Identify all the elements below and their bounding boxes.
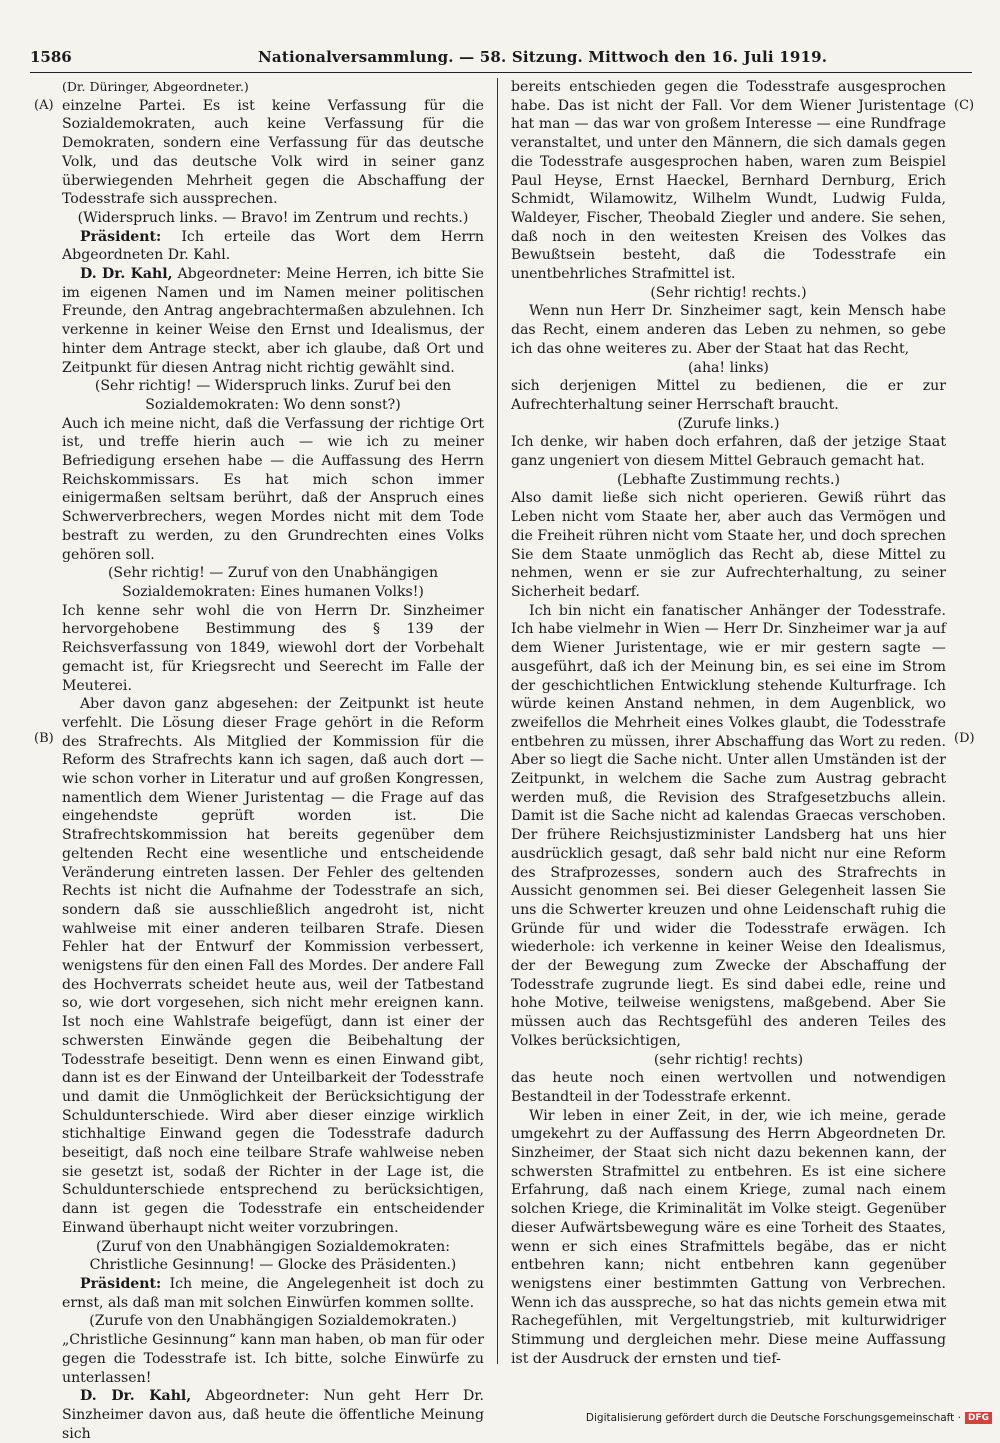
- speaker-name: D. Dr. Kahl,: [80, 266, 173, 283]
- paragraph: [62, 415, 484, 565]
- paragraph: [511, 377, 946, 414]
- paragraph-text: Abgeordneter: Meine Herren, ich bitte Sie im eigenen Namen und im Namen meiner politischen Freunde, den Antrag angebrachtermaßen abzulehnen. Ich verkenne in keiner Weise den Ernst und Idealismus, der hinter dem Antrage steckt, aber ich glaube, daß Ort und Zeitpunkt für diesen Antrag nicht richtig gewählt sind.: [62, 266, 484, 376]
- paragraph-text: Also damit ließe sich nicht operieren. Gewiß rührt das Leben nicht vom Staate her, aber auch das Vermögen und die Freiheit rühren nicht vom Staate her, und doch sprechen Sie dem Staate unmöglich das Recht ab, diese Mittel zu nehmen, wenn er sie zur Aufrechterhaltung, zu seiner Sicherheit bedarf.: [511, 490, 946, 600]
- paragraph-text: Ich meine, die Angelegenheit ist doch zu ernst, als daß man mit solchen Einwürfen kommen sollte.: [62, 1276, 484, 1311]
- paragraph-text: Aber davon ganz abgesehen: der Zeitpunkt ist heute verfehlt. Die Lösung dieser Frage gehört in die Reform des Strafrechts. Als Mitglied der Kommission für die Reform des Strafrechts kann ich sagen, daß auch dort — wie schon vorher in Literatur und auf großen Kongressen, namentlich dem Wiener Juristentag — die Frage auf das eingehendste geprüft worden ist. Die Strafrechtskommission hat bereits gegenüber dem geltenden Recht eine wesentliche und entscheidende Veränderung eintreten lassen. Der Fehler des geltenden Rechts ist nicht die Aufnahme der Todesstrafe an sich, sondern daß sie ausschließlich angedroht ist, nicht wahlweise mit einer anderen teilbaren Strafe. Diesen Fehler hat der Entwurf der Kommission verbessert, wenigstens für den einen Fall des Mordes. Der andere Fall des Hochverrats scheidet heute aus, weil der Tatbestand so, wie dort vorgesehen, sich nicht mehr ereignen kann. Ist noch eine Wahlstrafe beigefügt, dann ist einer der schwersten Einwände gegen die Beibehaltung der Todesstrafe beseitigt. Denn wenn es einen Einwand gibt, dann ist es der Einwand der Unteilbarkeit der Todesstrafe und damit die Unmöglichkeit der Berücksichtigung der Schuldunterschiede. Wird aber dieser einzige wirklich stichhaltige Einwand gegen die Todesstrafe dadurch beseitigt, daß noch eine teilbare Strafe wahlweise neben sie gesetzt ist, sodaß der Richter in der Lage ist, die Schuldunterschiede entsprechend zu berücksichtigen, dann ist gegen die Todesstrafe ein entscheidender Einwand überhaupt nicht weiter vorzubringen.: [62, 696, 484, 1236]
- paragraph: [62, 228, 484, 265]
- paragraph: [511, 1107, 946, 1369]
- page-number: 1586: [30, 48, 72, 66]
- interjection: [511, 359, 946, 378]
- interjection: [511, 471, 946, 490]
- paragraph: [511, 1069, 946, 1106]
- paragraph-text: Ich bin nicht ein fanatischer Anhänger der Todesstrafe. Ich habe vielmehr in Wien — Herr Dr. Sinzheimer war ja auf dem Wiener Juristentage, wie er mir gestern sagte — ausgeführt, daß ich der Meinung bin, es sei eine im Strom der geschichtlichen Entwicklung stehende Kulturfrage. Ich würde keinen Anstand nehmen, in dem Augenblick, wo zweifellos die Mehrheit eines Volkes glaubt, die Todesstrafe entbehren zu müssen, ihrer Abschaffung das Wort zu reden. Aber so liegt die Sache nicht. Unter allen Umständen ist der Zeitpunkt, in welchem die Sache zum Austrag gebracht werden muß, die Revision des Strafgesetzbuchs allein. Damit ist die Sache nicht ad kalendas Graecas verschoben. Der frühere Reichsjustizminister Landsberg hat uns hier ausdrücklich gesagt, daß sehr bald nicht nur eine Reform des Strafprozesses, sondern auch des Strafrechts in Aussicht genommen sei. Bei dieser Gelegenheit lassen Sie uns die Schwerter kreuzen und ohne Leidenschaft ruhig die Gründe für und wider die Todesstrafe erwägen. Ich wiederhole: ich verkenne in keiner Weise den Idealismus, der der Bewegung zum Zwecke der Abschaffung der Todesstrafe zugrunde liegt. Es sind dabei edle, reine und hohe Motive, teilweise wenigstens, maßgebend. Aber Sie müssen auch das Rechtsgefühl des anderen Teiles des Volkes berücksichtigen,: [511, 602, 946, 1049]
- paragraph-text: (Dr. Düringer, Abgeordneter.): [62, 79, 249, 94]
- paragraph: [62, 1331, 484, 1387]
- margin-marker-a: (A): [34, 98, 54, 113]
- page-header: [30, 44, 972, 73]
- paragraph-text: (Zurufe links.): [677, 415, 780, 432]
- dfg-logo: DFG: [965, 1412, 992, 1424]
- interjection: [511, 415, 946, 434]
- paragraph-text: „Christliche Gesinnung“ kann man haben, ob man für oder gegen die Todesstrafe ist. Ich bitte, solche Einwürfe zu unterlassen!: [62, 1332, 484, 1386]
- paragraph: [62, 602, 484, 696]
- paragraph-text: (Sehr richtig! rechts.): [650, 284, 807, 301]
- paragraph: [62, 695, 484, 1237]
- speaker-name: Präsident:: [80, 1276, 162, 1292]
- paragraph-text: (Zurufe von den Unabhängigen Sozialdemokraten.): [89, 1313, 457, 1330]
- paragraph-text: das heute noch einen wertvollen und notwendigen Bestandteil in der Todesstrafe erkennt.: [511, 1070, 946, 1105]
- paragraph-text: Abgeordneter: Nun geht Herr Dr. Sinzheimer davon aus, daß heute die öffentliche Meinung sich: [62, 1388, 484, 1442]
- paragraph-text: Wir leben in einer Zeit, in der, wie ich meine, gerade umgekehrt zu der Auffassung des Herrn Abgeordneten Dr. Sinzheimer, der Staat sich nicht dazu bekennen kann, der schwersten Strafmittel zu entbehren. Es ist eine sichere Erfahrung, daß nach einem Kriege, zumal nach einem solchen Kriege, die Kriminalität im Volke steigt. Gegenüber dieser Aufwärtsbewegung wäre es eine Torheit des Staates, wenn er sich eines Strafmittels begäbe, das er nicht entbehren kann; nicht entbehren kann gegenüber wenigstens einer bestimmten Gattung von Verbrechen. Wenn ich das ausspreche, so hat das nichts gemein etwa mit Rachegefühlen, mit Vergeltungstrieb, mit kulturwidriger Stimmung und dergleichen mehr. Diese meine Auffassung ist der Ausdruck der ernsten und tief-: [511, 1107, 946, 1367]
- speaker-name: D. Dr. Kahl,: [80, 1388, 192, 1405]
- header-title: Nationalversammlung. — 58. Sitzung. Mittwoch den 16. Juli 1919.: [258, 48, 828, 66]
- paragraph-text: Ich denke, wir haben doch erfahren, daß der jetzige Staat ganz ungeniert von diesem Mittel Gebrauch gemacht hat.: [511, 434, 946, 470]
- paragraph: [62, 97, 484, 209]
- speaker-name: Präsident:: [80, 228, 162, 245]
- margin-marker-b: (B): [34, 731, 54, 746]
- paragraph: [62, 265, 484, 377]
- interjection: [511, 284, 946, 303]
- margin-marker-d: (D): [954, 731, 975, 746]
- column-divider: [497, 78, 498, 1364]
- paragraph-text: Ich kenne sehr wohl die von Herrn Dr. Sinzheimer hervorgehobene Bestimmung des § 139 der Reichsverfassung von 1849, wiewohl dort der Vorbehalt gemacht ist, für Kriegsrecht und Seerecht im Falle der Meuterei.: [62, 602, 484, 694]
- paragraph: [511, 78, 946, 284]
- left-column: [62, 78, 484, 1442]
- paragraph-text: Ich erteile das Wort dem Herrn Abgeordneten Dr. Kahl.: [62, 228, 484, 264]
- paragraph-text: (aha! links): [688, 359, 769, 376]
- paragraph-text: Wenn nun Herr Dr. Sinzheimer sagt, kein Mensch habe das Recht, einem anderen das Leben zu nehmen, so gebe ich das ohne weiteres zu. Aber der Staat hat das Recht,: [511, 303, 946, 357]
- interjection: [62, 564, 484, 601]
- paragraph: [511, 433, 946, 470]
- footer-text: Digitalisierung gefördert durch die Deutsche Forschungsgemeinschaft ·: [585, 1412, 961, 1424]
- paragraph: [511, 602, 946, 1051]
- margin-marker-c: (C): [954, 98, 975, 113]
- paragraph-text: sich derjenigen Mittel zu bedienen, die er zur Aufrechterhaltung seiner Herrschaft braucht.: [511, 378, 946, 413]
- paragraph-text: (Zuruf von den Unabhängigen Sozialdemokraten: Christliche Gesinnung! — Glocke des Präsidenten.): [89, 1238, 457, 1274]
- paragraph-text: bereits entschieden gegen die Todesstrafe ausgesprochen habe. Das ist nicht der Fall. Vor dem Wiener Juristentage hat man — das war von großem Interesse — eine Rundfrage veranstaltet, und unter den Männern, die sich damals gegen die Todesstrafe ausgesprochen haben, waren zum Beispiel Paul Heyse, Ernst Haeckel, Bernhard Dernburg, Erich Schmidt, Wilamowitz, Wilhelm Wundt, Ludwig Fulda, Waldeyer, Fischer, Theobald Ziegler und andere. Sie sehen, daß noch in den weitesten Kreisen des Volkes das Bewußtsein besteht, daß die Todesstrafe ein unentbehrliches Strafmittel ist.: [511, 79, 946, 283]
- paragraph: [511, 302, 946, 358]
- interjection: [62, 1238, 484, 1275]
- paragraph-text: (Sehr richtig! — Zuruf von den Unabhängigen Sozialdemokraten: Eines humanen Volks!): [107, 565, 439, 600]
- paragraph-text: (Widerspruch links. — Bravo! im Zentrum und rechts.): [77, 209, 469, 226]
- paragraph: [62, 1387, 484, 1443]
- interjection: [62, 377, 484, 414]
- paragraph-text: (Sehr richtig! — Widerspruch links. Zuruf bei den Sozialdemokraten: Wo denn sonst?): [94, 378, 452, 413]
- paragraph: [62, 78, 484, 97]
- interjection: [511, 1051, 946, 1070]
- paragraph-text: einzelne Partei. Es ist keine Verfassung für die Sozialdemokraten, auch keine Verfassung für die Demokraten, sondern eine Verfassung für das deutsche Volk, und das deutsche Volk wird in seiner ganz überwiegenden Mehrheit gegen die Abschaffung der Todesstrafe sich aussprechen.: [62, 97, 484, 208]
- footer-credit: [586, 1412, 992, 1424]
- interjection: [62, 209, 484, 228]
- paragraph: [511, 489, 946, 601]
- paragraph-text: (Lebhafte Zustimmung rechts.): [617, 471, 840, 488]
- right-column: [511, 78, 946, 1366]
- interjection: [62, 1312, 484, 1331]
- paragraph: [62, 1275, 484, 1312]
- paragraph-text: (sehr richtig! rechts): [653, 1051, 804, 1068]
- paragraph-text: Auch ich meine nicht, daß die Verfassung der richtige Ort ist, und treffe hierin auch — wie ich zu meiner Befriedigung ersehen habe — die Auffassung des Herrn Reichskommissars. Es hat mich schon immer einigermaßen seltsam berührt, daß der Anspruch eines Schwerverbrechers, wegen Mordes nicht mit dem Tode bestraft zu werden, zu den Grundrechten eines Volks gehören soll.: [62, 415, 484, 563]
